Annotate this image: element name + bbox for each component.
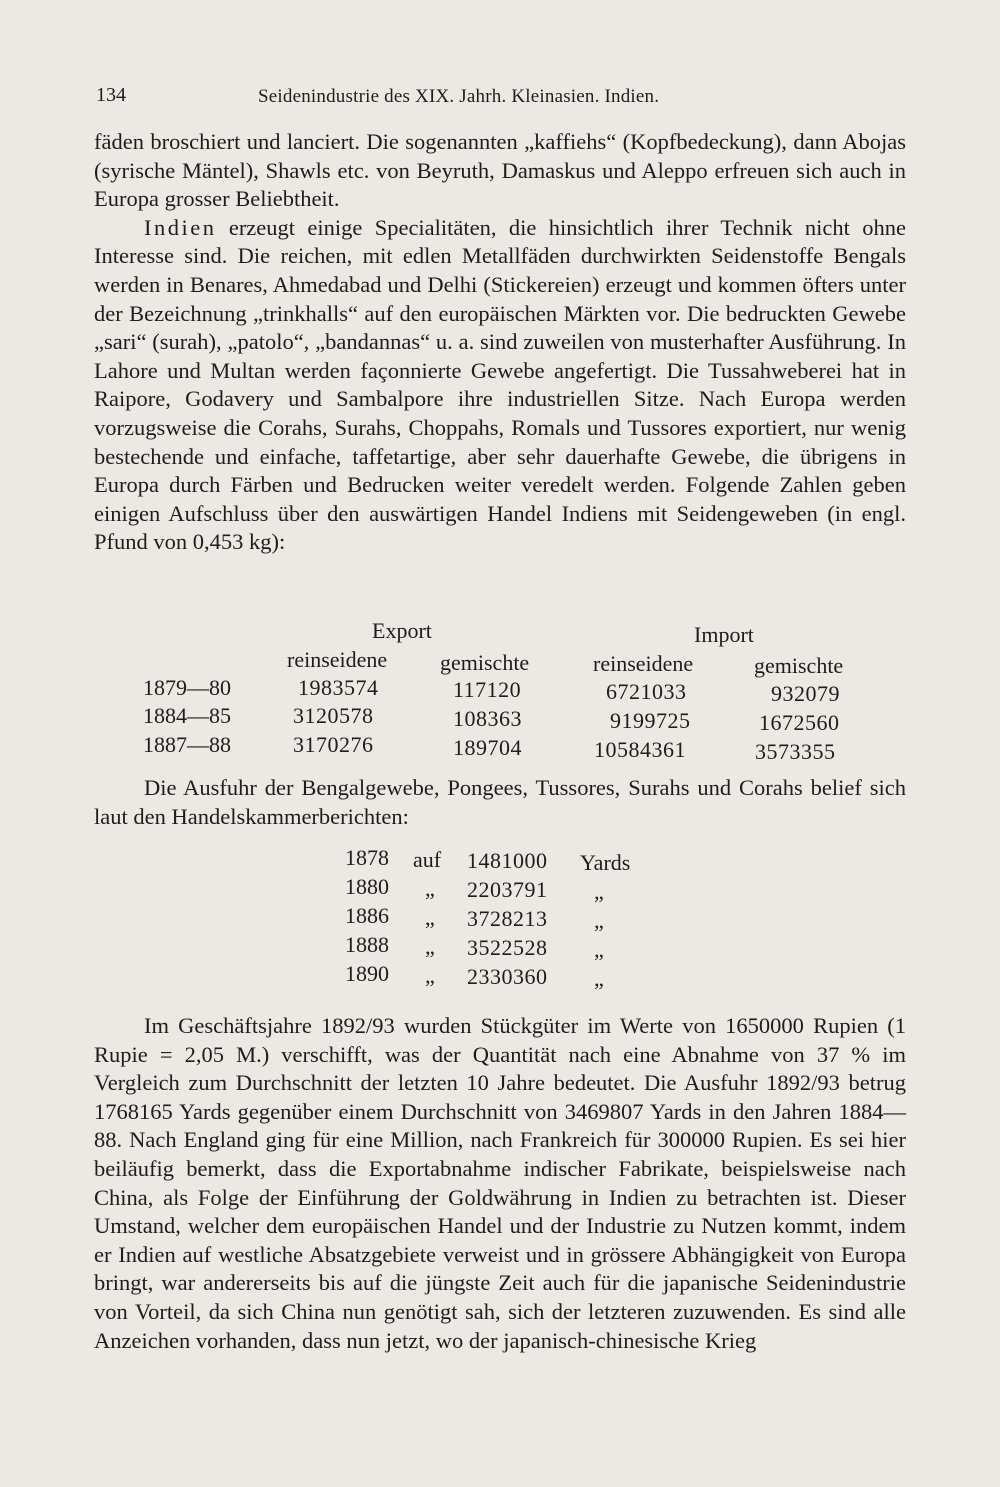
list-unit: Yards — [580, 850, 631, 875]
paragraph-ausfuhr: Die Ausfuhr der Bengalgewebe, Pongees, Tussores, Surahs und Corahs belief sich laut den Handelskammerberichten: — [94, 775, 906, 829]
spaced-keyword: Indien — [144, 214, 217, 240]
list-year: 1890 — [345, 961, 389, 986]
list-value: 3728213 — [467, 906, 548, 931]
table-cell: 1672560 — [759, 710, 840, 735]
list-word: „ — [425, 876, 435, 901]
table-cell: 1983574 — [298, 675, 379, 700]
running-head — [96, 84, 896, 110]
paragraph-indien-text: erzeugt einige Specialitäten, die hinsichtlich ihrer Technik nicht ohne Interesse sind. Die reichen, mit edlen Metallfäden durchwirkten Seidenstoffe Bengals werden in Benares, Ahmedabad und Delhi (Stickereien) erzeugt und kommen öfters unter der Bezeichnung „trinkhalls“ auf den europäischen Märkten vor. Die bedruckten Gewebe „sari“ (surah), „patolo“, „bandannas“ u. a. sind zuweilen von musterhafter Ausführung. In Lahore und Multan werden façonnierte Gewebe angefertigt. Die Tussahweberei hat in Raipore, Godavery und Sambalpore ihre industriellen Sitze. Nach Europa werden vorzugsweise die Corahs, Surahs, Choppahs, Romals und Tussores exportiert, nur wenig bestechende und einfache, taffetartige, aber sehr dauerhafte Gewebe, die übrigens in Europa durch Färben und Bedrucken weiter veredelt werden. Folgende Zahlen geben einigen Aufschluss über den auswärtigen Handel Indiens mit Seidengeweben (in engl. Pfund von 0,453 kg): — [94, 214, 906, 555]
list-word: auf — [413, 847, 442, 872]
paragraph-indien — [94, 214, 906, 557]
running-title: Seidenindustrie des XIX. Jahrh. Kleinasien. Indien. — [258, 86, 660, 107]
list-year: 1878 — [345, 845, 389, 870]
table-cell: 6721033 — [606, 679, 687, 704]
table-subheader: reinseidene — [287, 647, 388, 672]
table-cell: 932079 — [771, 681, 840, 706]
page-number: 134 — [96, 84, 126, 106]
list-value: 3522528 — [467, 935, 548, 960]
table-cell: 10584361 — [594, 737, 686, 762]
list-year: 1888 — [345, 932, 389, 957]
list-year: 1880 — [345, 874, 389, 899]
paragraph-continuation: fäden broschiert und lanciert. Die sogenannten „kaffiehs“ (Kopfbedeckung), dann Abojas (syrische Mäntel), Shawls etc. von Beyruth, Damaskus und Aleppo erfreuen sich auch in Europa grosser Beliebtheit. — [94, 129, 906, 212]
table-row-label: 1884—85 — [143, 703, 231, 728]
list-word: „ — [425, 934, 435, 959]
table-cell: 117120 — [453, 677, 522, 702]
table-subheader: gemischte — [440, 650, 530, 675]
table-row-label: 1887—88 — [143, 732, 231, 757]
list-value: 2203791 — [467, 877, 548, 902]
table-cell: 3170276 — [293, 732, 374, 757]
table-cell: 108363 — [453, 706, 522, 731]
list-word: „ — [425, 963, 435, 988]
table-row-label: 1879—80 — [143, 675, 231, 700]
list-unit: „ — [594, 879, 604, 904]
list-unit: „ — [594, 937, 604, 962]
list-year: 1886 — [345, 903, 389, 928]
table-group-header-export: Export — [372, 618, 432, 643]
list-word: „ — [425, 905, 435, 930]
table-cell: 189704 — [453, 735, 522, 760]
table-cell: 3120578 — [293, 703, 374, 728]
list-unit: „ — [594, 966, 604, 991]
list-value: 2330360 — [467, 964, 548, 989]
table-subheader: gemischte — [754, 653, 844, 678]
table-cell: 9199725 — [610, 708, 691, 733]
table-cell: 3573355 — [755, 739, 836, 764]
text-block-middle — [94, 774, 906, 831]
table-group-header-import: Import — [694, 622, 754, 647]
text-block-top — [94, 128, 906, 557]
table-subheader: reinseidene — [593, 651, 694, 676]
list-unit: „ — [594, 908, 604, 933]
text-block-bottom — [94, 1012, 906, 1355]
paragraph-geschaeftsjahr: Im Geschäftsjahre 1892/93 wurden Stückgüter im Werte von 1650000 Rupien (1 Rupie = 2,05 M.) verschifft, was der Quantität nach eine Abnahme von 37 % im Vergleich zum Durchschnitt der letzten 10 Jahre bedeutet. Die Ausfuhr 1892/93 betrug 1768165 Yards gegenüber einem Durchschnitt von 3469807 Yards in den Jahren 1884—88. Nach England ging für eine Million, nach Frankreich für 300000 Rupien. Es sei hier beiläufig bemerkt, dass die Exportabnahme indischer Fabrikate, beispielsweise nach China, als Folge der Einführung der Goldwährung in Indien zu betrachten ist. Dieser Umstand, welcher dem europäischen Handel und der Industrie zu Nutzen kommt, indem er Indien auf westliche Absatzgebiete verweist und in grössere Abhängigkeit von Europa bringt, war andererseits bis auf die jüngste Zeit auch für die japanische Seidenindustrie von Vorteil, da sich China nun genötigt sah, sich der letzteren zuzuwenden. Es sind alle Anzeichen vorhanden, dass nun jetzt, wo der japanisch-chinesische Krieg — [94, 1013, 906, 1353]
list-value: 1481000 — [467, 848, 548, 873]
